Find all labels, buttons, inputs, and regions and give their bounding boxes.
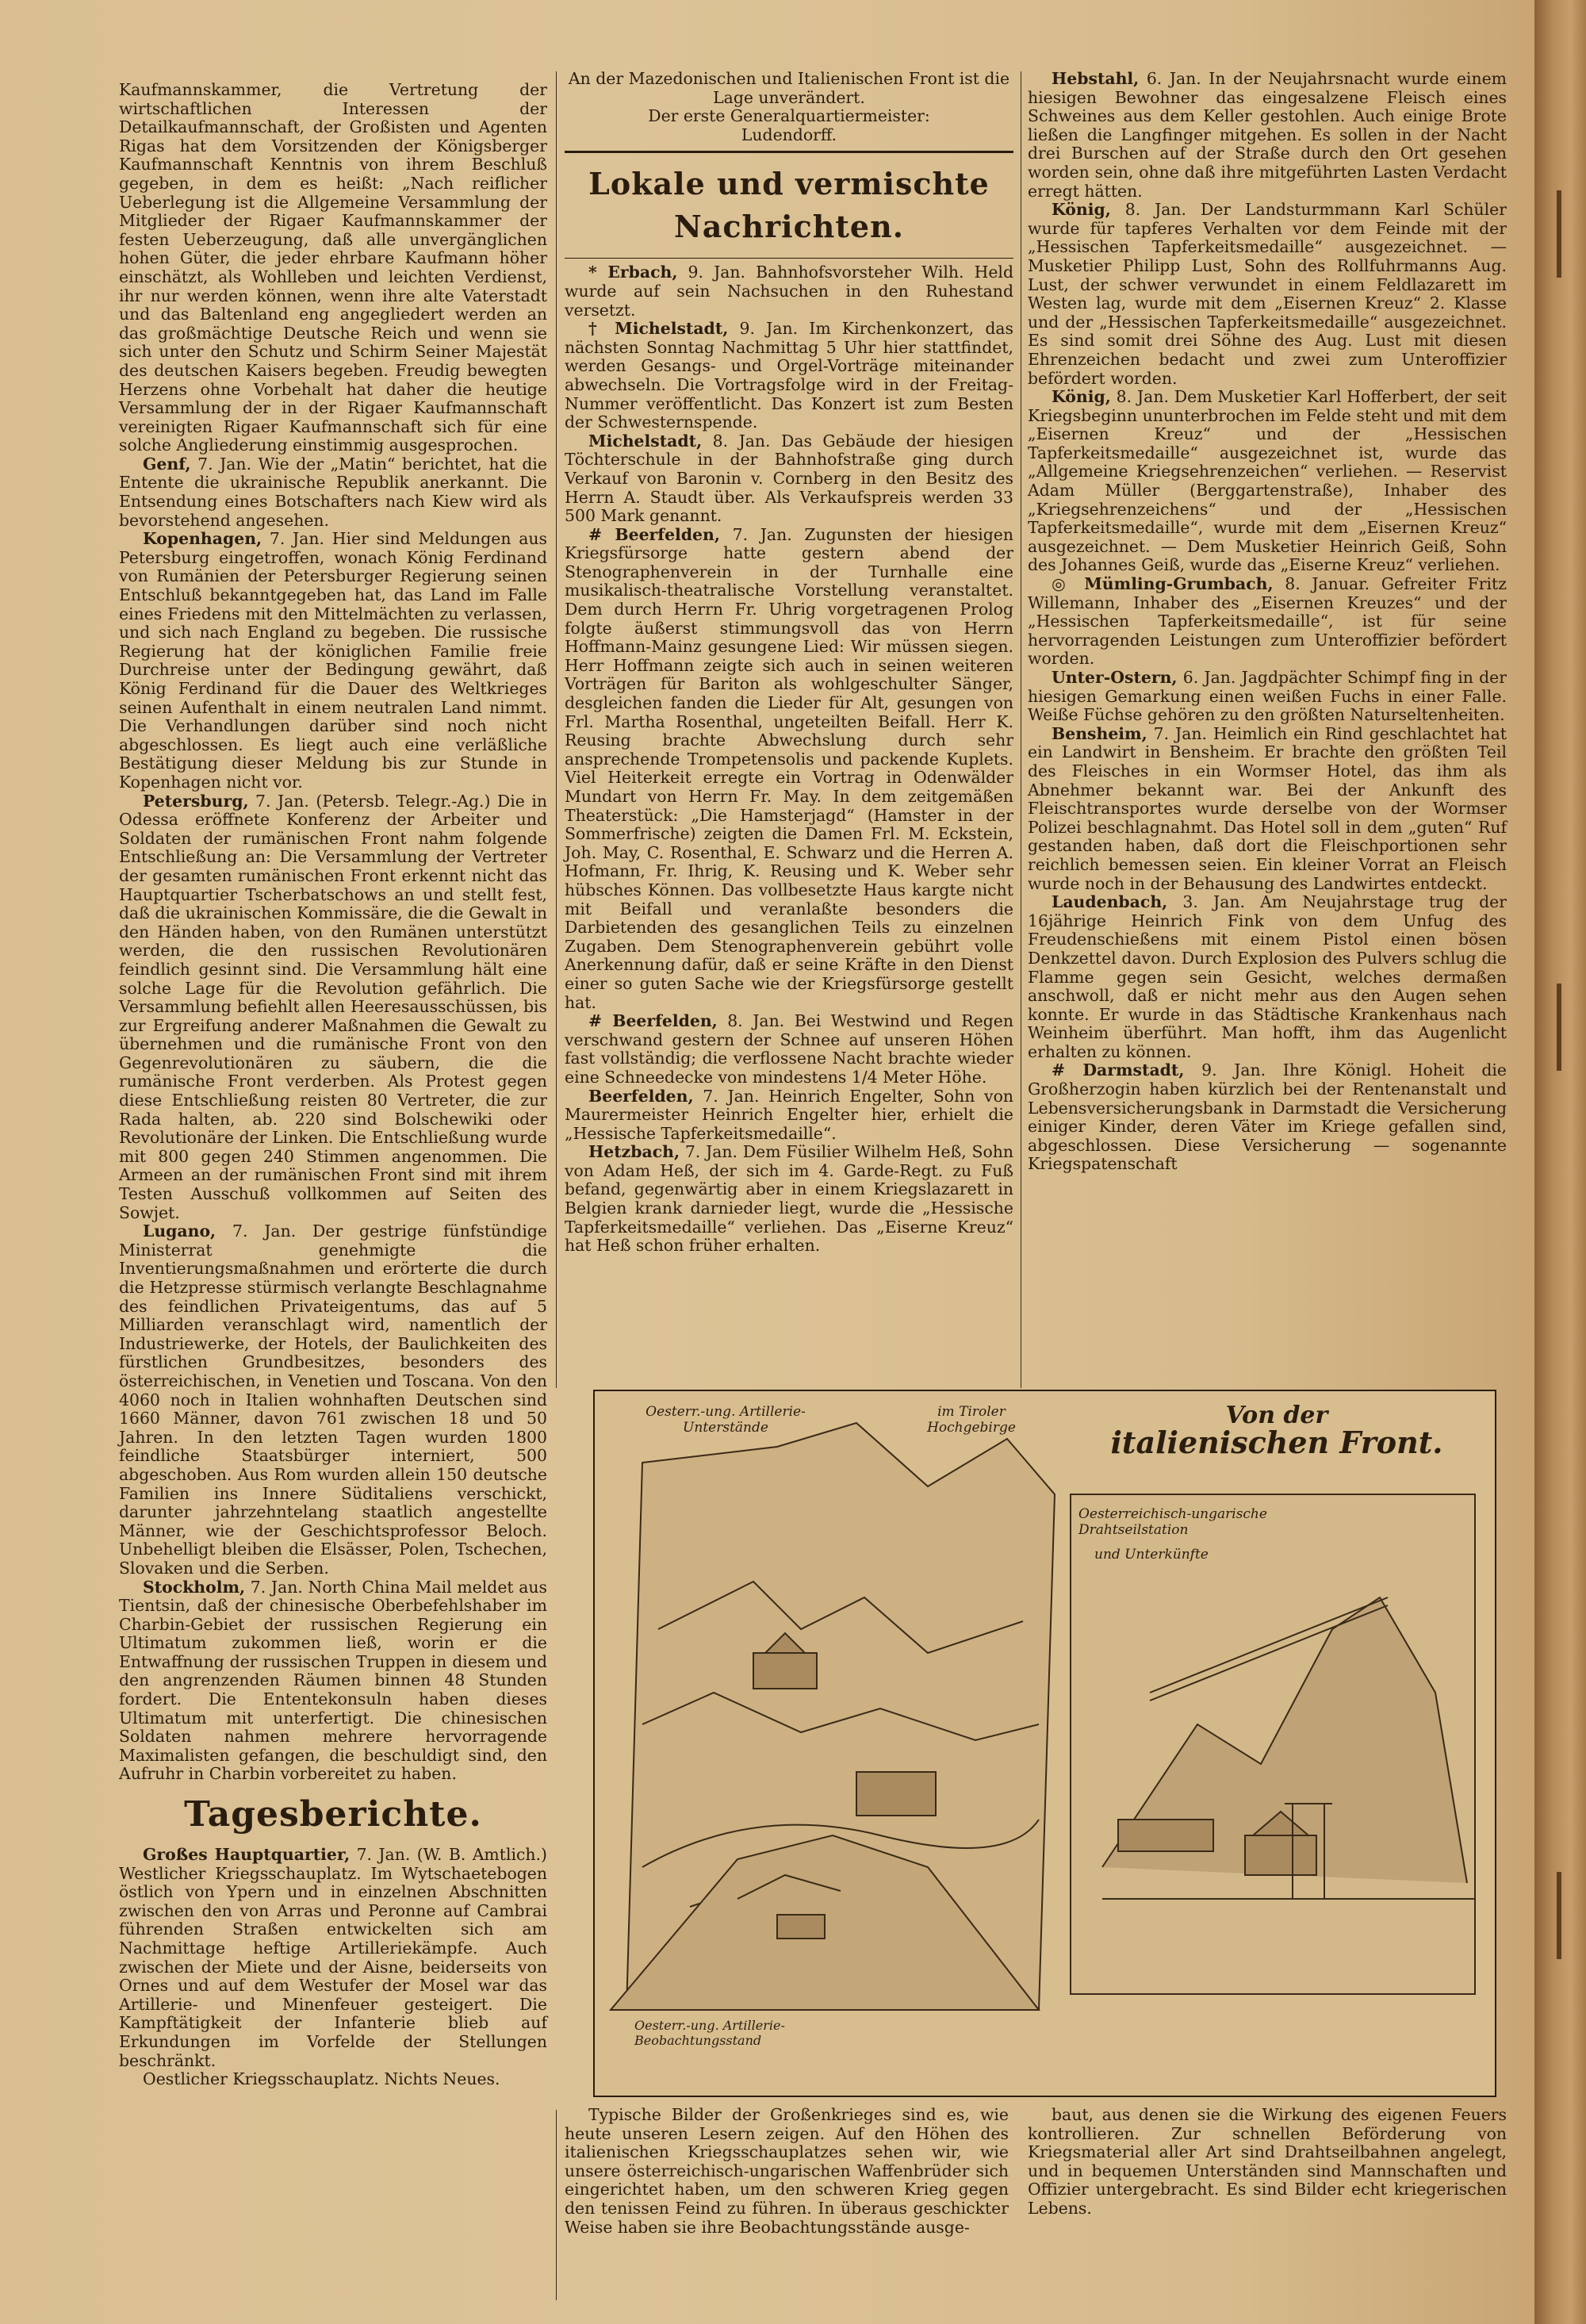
dateline: König, — [1052, 200, 1111, 220]
front-report-signatory: Ludendorff. — [741, 125, 837, 144]
news-text: 6. Jan. In der Neujahrsnacht wurde einem hiesigen Bewohner das eingesalzene Fleisch eines Schweines aus dem Keller gestohlen. Auch einige Brote ließen die Langfinger mitgehen. Es sollen in der Nacht drei Burschen auf der Straße durch den Ort gesehen worden sein, ohne daß ihre mitgeführten Lasten Verdacht erregt hätten. — [1028, 69, 1507, 201]
article-kopenhagen — [119, 530, 547, 792]
dateline: Hebstahl, — [1052, 69, 1140, 88]
dateline: Großes Hauptquartier, — [143, 1845, 351, 1865]
dateline: Genf, — [143, 454, 191, 474]
article-hauptquartier — [119, 1846, 547, 2070]
news-bensheim — [1028, 725, 1507, 893]
column-right — [1028, 70, 1507, 1174]
caption-text: Typische Bilder der Großenkrieges sind es, wie heute unseren Lesern zeigen. Auf den Höhen des italienischen Kriegsschauplatzes sehen wir, wie unsere österreichisch-ungarischen Waffenbrüder sich eingerichtet haben, um den schweren Krieg gegen den tenissen Feind zu führen. In überaus geschickter Weise haben sie ihre Beobachtungsstände ausge- — [565, 2105, 1009, 2237]
illustration-title-line: Von der — [1225, 1402, 1328, 1429]
column-middle — [565, 70, 1013, 1256]
article-rigaer-kaufmannskammer: Kaufmannskammer, die Vertretung der wirtschaftlichen Interessen der Detailkaufmannschaft, der Großisten und Agenten Rigas hat dem Vorsitzenden der Königsberger Kaufmannschaft Kenntnis von ihrem Beschluß gegeben, in dem es heißt: „Nach reiflicher Ueberlegung ist die Allgemeine Versammlung der Mitglieder der Rigaer Kaufmannskammer der festen Ueberzeugung, daß alle unvergänglichen hohen Güter, die jeder ehrbare Kaufmann höher einschätzt, als Wohlleben und leichten Verdienst, ihr nur werden können, wenn ihre alte Vaterstadt und das Baltenland eng angegliedert werden an das großmächtige Deutsche Reich und wenn sie sich unter den Schutz und Schirm Seiner Majestät des deutschen Kaisers begeben. Freudig bewegten Herzens ohne Vorbehalt hat daher die heutige Versammlung der in der Rigaer Kaufmannschaft vereinigten Rigaer Kaufmannschaft sich für eine solche Angliederung einstimmig ausgesprochen. — [119, 80, 547, 455]
binding-mark — [1557, 984, 1561, 1071]
dateline: Kopenhagen, — [143, 529, 262, 549]
dateline: Hetzbach, — [588, 1142, 680, 1162]
news-text: 8. Jan. Bei Westwind und Regen verschwand gestern der Schnee auf unseren Höhen fast vollständig; die verflossene Nacht brachte wieder eine Schneedecke von mindestens 1/4 Meter Höhe. — [565, 1011, 1013, 1087]
dateline: Beerfelden, — [588, 1086, 694, 1106]
illustration-caption-right — [1028, 2106, 1507, 2219]
illustration-title — [1078, 1402, 1475, 1460]
news-text: 8. Januar. Gefreiter Fritz Willemann, Inhaber des „Eisernen Kreuzes“ und der „Hessischen Tapferkeitsmedaille“, ist für seine hervorragenden Leistungen zum Unteroffizier befördert worden. — [1028, 574, 1507, 669]
news-text: 3. Jan. Am Neujahrstage trug der 16jährige Heinrich Fink von dem Unfug des Freudenschießens mit einem Pistol einen bösen Denkzettel davon. Durch Explosion des Pulvers schlug die Flamme gegen sein Gesicht, welches dermaßen anschwoll, daß er nicht mehr aus den Augen sehen konnte. Er wurde in das Städtische Krankenhaus nach Weinheim überführt. Man hofft, ihm das Augenlicht erhalten zu können. — [1028, 892, 1507, 1061]
dateline: # Beerfelden, — [588, 1011, 718, 1031]
dateline: ◎ Mümling-Grumbach, — [1052, 574, 1274, 594]
binding-spine — [1534, 0, 1586, 2324]
news-koenig-1 — [1028, 201, 1507, 388]
section-heading-lokale: Lokale und vermischte Nachrichten. — [588, 166, 990, 245]
column-divider — [556, 2110, 557, 2300]
news-text: 9. Jan. Bahnhofsvorsteher Wilh. Held wurde auf sein Nachsuchen in den Ruhestand versetzt. — [565, 263, 1014, 320]
illustration-label: Oesterr.-ung. Artillerie-Beobachtungsstand — [634, 2018, 785, 2048]
illustration-label: Oesterreichisch-ungarische Drahtseilstation — [1078, 1506, 1267, 1538]
front-report-signatory-title: Der erste Generalquartiermeister: — [648, 106, 930, 126]
news-text: 9. Jan. Im Kirchenkonzert, das nächsten Sonntag Nachmittag 5 Uhr hier stattfindet, werden Gesangs- und Orgel-Vorträge miteinander abwechseln. Die Vortragsfolge wird in der Freitag-Nummer veröffentlicht. Das Konzert ist zum Besten der Schwesternspende. — [565, 319, 1013, 432]
article-oestlicher: Oestlicher Kriegsschauplatz. Nichts Neues. — [143, 2069, 500, 2089]
caption-text: baut, aus denen sie die Wirkung des eigenen Feuers kontrollieren. Zur schnellen Beförderung von Kriegsmaterial aller Art sind Drahtseilbahnen angelegt, und in bequemen Unterständen sind Mannschaften und Offizier untergebracht. Es sind Bilder echt kriegerischen Lebens. — [1028, 2105, 1507, 2218]
news-text: 8. Jan. Der Landsturmmann Karl Schüler wurde für tapferes Verhalten vor dem Feinde mit der „Hessischen Tapferkeitsmedaille“ ausgezeichnet. — Musketier Philipp Lust, Sohn des Rollfuhrmanns Aug. Lust, der schwer verwundet in einem Feldlazarett im Westen lag, wurde mit dem „Eisernen Kreuz“ 2. Klasse und der „Hessischen Tapferkeitsmedaille“ ausgezeichnet. Es sind somit drei Söhne des Aug. Lust mit diesen Ehrenzeichen bedacht und zwei zum Unteroffizier befördert worden. — [1028, 200, 1507, 388]
dateline: Bensheim, — [1052, 723, 1147, 743]
binding-mark — [1557, 190, 1561, 278]
dateline: * Erbach, — [588, 263, 678, 282]
illustration-label: im Tiroler Hochgebirge — [927, 1404, 1016, 1436]
news-text: 7. Jan. Heinrich Engelter, Sohn von Maurermeister Heinrich Engelter hier, erhielt die „Hessische Tapferkeitsmedaille“. — [565, 1086, 1013, 1143]
dateline: Lugano, — [143, 1221, 216, 1241]
dateline: Petersburg, — [143, 791, 249, 811]
dateline: # Darmstadt, — [1052, 1060, 1185, 1080]
article-stockholm — [119, 1578, 547, 1785]
illustration-label: Oesterr.-ung. Artillerie-Unterstände — [646, 1404, 806, 1436]
section-rule — [565, 151, 1013, 153]
dateline: Michelstadt, — [588, 431, 703, 451]
news-text: 7. Jan. Dem Füsilier Wilhelm Heß, Sohn von Adam Heß, der sich im 4. Garde-Regt. zu Fuß befand, gegenwärtig aber in einem Kriegslazarett in Belgien krank darnieder liegt, wurde die „Hessische Tapferkeitsmedaille“ verliehen. Das „Eiserne Kreuz“ hat Heß schon früher erhalten. — [565, 1142, 1013, 1256]
dateline: Unter-Ostern, — [1052, 668, 1178, 687]
news-hetzbach — [565, 1143, 1013, 1256]
news-michelstadt-1 — [565, 320, 1013, 432]
illustration-title-line: italienischen Front. — [1110, 1425, 1443, 1460]
news-unter-ostern — [1028, 669, 1507, 725]
article-text: 7. Jan. Wie der „Matin“ berichtet, hat die Entente die ukrainische Republik anerkannt. Die Entsendung eines Botschafters nach Kiew wird als bevorstehend angesehen. — [119, 454, 547, 530]
column-left — [119, 81, 547, 2089]
illustration-drawing — [595, 1391, 1495, 2096]
news-text: 7. Jan. Zugunsten der hiesigen Kriegsfürsorge hatte gestern abend der Stenographenverein in der Turnhalle eine musikalisch-theatralische Vorstellung veranstaltet. Dem durch Herrn Fr. Uhrig vorgetragenen Prolog folgte äußerst stimmungsvoll das von Herrn Hoffmann-Mainz gesungene Lied: Wir müssen siegen. Herr Hoffmann zeigte sich auch in seinen weiteren Vorträgen für Bariton als wohlgeschulter Sänger, desgleichen fanden die Lieder für Alt, gesungen von Frl. Martha Rosenthal, ungeteilten Beifall. Herr K. Reusing brachte Abwechslung durch sehr ansprechende Trompetensolis und packende Kuplets. Viel Heiterkeit erregte ein Vortrag in Odenwälder Mundart von Herrn Fr. May. In dem zeitgemäßen Theaterstück: „Die Hamsterjagd“ (Hamster in der Sommerfrische) zeigten die Damen Frl. M. Eckstein, Joh. May, C. Rosenthal, E. Schwarz und die Herren A. Hofmann, Fr. Ihrig, K. Reusing und K. Weber sehr hübsches Können. Das vollbesetzte Haus kargte nicht mit Beifall und veranlaßte besonders die Darbietenden des gesanglichen Teils zu einzelnen Zugaben. Dem Stenographenverein gebührt volle Anerkennung dafür, daß er seine Kräfte in den Dienst einer so guten Sache wie der Kriegsfürsorge gestellt hat. — [565, 524, 1013, 1012]
dateline: König, — [1052, 387, 1111, 407]
news-beerfelden-1 — [565, 526, 1013, 1012]
illustration-label: und Unterkünfte — [1094, 1547, 1209, 1563]
illustration-caption-left — [565, 2106, 1009, 2237]
news-muemling-grumbach — [1028, 575, 1507, 669]
article-genf — [119, 455, 547, 530]
article-text: 7. Jan. Der gestrige fünfstündige Ministerrat genehmigte die Inventierungsmaßnahmen und erörterte die durch die Hetzpresse stürmisch verlangte Beschlagnahme des feindlichen Privateigentums, das auf 5 Milliarden veranschlagt wird, namentlich der Industriewerke, der Hotels, der Baulichkeiten des fürstlichen Grundbesitzes, besonders des österreichischen, in Venetien und Toscana. Von den 4060 noch in Italien wohnhaften Deutschen sind 1660 Männer, davon 761 zwischen 18 und 50 Jahren. In den letzten Tagen wurden 1800 feindliche Staatsbürger interniert, 500 abgeschoben. Aus Rom wurden allein 150 deutsche Familien ins Innere Süditaliens verschickt, darunter jahrzehntelang staatlich angestellte Männer, wie der Geschichtsprofessor Beloch. Unbehelligt bleiben die Elsässer, Polen, Tschechen, Slovaken und die Serben. — [119, 1221, 547, 1578]
news-koenig-2 — [1028, 388, 1507, 575]
news-laudenbach — [1028, 893, 1507, 1061]
dateline: Stockholm, — [143, 1577, 246, 1597]
column-divider — [556, 71, 557, 1388]
dateline: Laudenbach, — [1052, 892, 1168, 912]
article-text: 7. Jan. (Petersb. Telegr.-Ag.) Die in Odessa eröffnete Konferenz der Arbeiter und Soldaten der rumänischen Front nahm folgende Entschließung an: Die Versammlung der Vertreter der gesamten rumänischen Front erkennt nicht das Hauptquartier Tscherbatschows an und stellt fest, daß die ukrainischen Kommissäre, die die Gewalt in den Händen haben, von den Rumänen unterstützt werden, die den russischen Revolutionären feindlich gesinnt sind. Die Versammlung hält eine solche Lage für die Revolution gefährlich. Die Versammlung befiehlt allen Heeresausschüssen, bis zur Ergreifung anderer Maßnahmen die Gewalt zu übernehmen und die rumänische Front von den Gegenrevolutionären zu säubern, die die rumänische Front verderben. Als Protest gegen diese Entschließung reisten 80 Vertreter, die zur Rada halten, ab. 220 sind Bolschewiki oder Revolutionäre der Linken. Die Entschließung wurde mit 800 gegen 240 Stimmen angenommen. Die Armeen an der rumänischen Front sind mit ihrem Testen Ausschuß vollkommen auf Seiten des Sowjet. — [119, 791, 547, 1222]
news-hebstahl — [1028, 70, 1507, 201]
section-rule — [565, 258, 1013, 259]
article-text: 7. Jan. North China Mail meldet aus Tientsin, daß der chinesische Oberbefehlshaber im Charbin-Gebiet der russischen Regierung ein Ultimatum zukommen ließ, worin er die Entwaffnung der russischen Truppen in diesem und den angrenzenden Räumen binnen 48 Stunden fordert. Die Ententekonsuln haben dieses Ultimatum mit unterfertigt. Die chinesischen Soldaten nahmen mehrere hervorragende Maximalisten gefangen, die beschuldigt sind, den Aufruhr in Charbin vorbereitet zu haben. — [119, 1577, 547, 1784]
news-beerfelden-3 — [565, 1087, 1013, 1144]
front-report: An der Mazedonischen und Italienischen Front ist die Lage unverändert. — [568, 69, 1010, 107]
news-text: 8. Jan. Das Gebäude der hiesigen Töchterschule in der Bahnhofstraße ging durch Verkauf von Baronin v. Cornberg in den Besitz des Herrn A. Staudt über. Als Verkaufspreis werden 33 500 Mark genannt. — [565, 431, 1013, 526]
dateline: # Beerfelden, — [588, 524, 720, 544]
article-lugano — [119, 1222, 547, 1578]
news-text: 6. Jan. Jagdpächter Schimpf fing in der hiesigen Gemarkung einen weißen Fuchs in einer Falle. Weiße Füchse gehören zu den größten Naturseltenheiten. — [1028, 668, 1507, 725]
binding-mark — [1557, 1872, 1561, 1959]
news-erbach — [565, 263, 1013, 320]
news-text: 9. Jan. Ihre Königl. Hoheit die Großherzogin haben kürzlich bei der Rentenanstalt und Lebensversicherungsbank in Darmstadt die Versicherung einiger Kinder, deren Väter im Kriege gefallen sind, abgeschlossen. Diese Versicherung — sogenannte Kriegspatenschaft — [1028, 1060, 1507, 1174]
dateline: † Michelstadt, — [588, 319, 729, 339]
article-text: 7. Jan. Hier sind Meldungen aus Petersburg eingetroffen, wonach König Ferdinand von Rumänien der Petersburger Regierung seinen Entschluß bekanntgegeben hat, das Land im Falle eines Friedens mit den Mittelmächten zu verlassen, und sich nach England zu begeben. Die russische Regierung hat der königlichen Familie freie Durchreise unter der Bedingung gewährt, daß König Ferdinand für die Dauer des Weltkrieges seinen Aufenthalt in einem neutralen Land nimmt. Die Verhandlungen darüber sind noch nicht abgeschlossen. Es liegt auch eine verläßliche Bestätigung dieser Meldung bis zur Stunde in Kopenhagen nicht vor. — [119, 529, 547, 792]
article-text: 7. Jan. (W. B. Amtlich.) Westlicher Kriegsschauplatz. Im Wytschaetebogen östlich von Ypern und in einzelnen Abschnitten zwischen den von Arras und Peronne auf Cambrai führenden Straßen entwickelten sich am Nachmittage heftige Artilleriekämpfe. Auch zwischen der Miete und der Aisne, beiderseits von Ornes und auf dem Westufer der Mosel war das Artillerie- und Minenfeuer gesteigert. Die Kampftätigkeit der Infanterie blieb auf Erkundungen im Vorfelde der Stellungen beschränkt. — [119, 1845, 547, 2070]
news-michelstadt-2 — [565, 432, 1013, 526]
section-heading-tagesberichte: Tagesberichte. — [184, 1794, 482, 1835]
news-beerfelden-2 — [565, 1012, 1013, 1087]
news-text: 7. Jan. Heimlich ein Rind geschlachtet hat ein Landwirt in Bensheim. Er brachte den größten Teil des Fleisches in ein Wormser Hotel, das ihm als Abnehmer bekannt war. Bei der Ankunft des Fleischtransportes wurde derselbe von der Wormser Polizei beschlagnahmt. Das Hotel soll in dem „guten“ Ruf gestanden haben, daß dort die Fleischportionen sehr reichlich bemessen seien. Ein kleiner Vorrat an Fleisch wurde noch in der Behausung des Landwirtes entdeckt. — [1028, 723, 1507, 893]
news-darmstadt — [1028, 1061, 1507, 1174]
news-text: 8. Jan. Dem Musketier Karl Hofferbert, der seit Kriegsbeginn ununterbrochen im Felde steht und mit dem „Eisernen Kreuz“ und der „Hessischen Tapferkeitsmedaille“ ausgezeichnet ist, wurde das „Allgemeine Kriegsehrenzeichen“ verliehen. — Reservist Adam Müller (Berggartenstraße), Inhaber des „Kriegsehrenzeichens“ und der „Hessischen Tapferkeitsmedaille“, wurde mit dem „Eisernen Kreuz“ ausgezeichnet. — Dem Musketier Heinrich Geiß, Sohn des Johannes Geiß, wurde das „Eiserne Kreuz“ verliehen. — [1028, 387, 1507, 575]
front-illustration — [593, 1390, 1496, 2097]
article-petersburg — [119, 792, 547, 1223]
